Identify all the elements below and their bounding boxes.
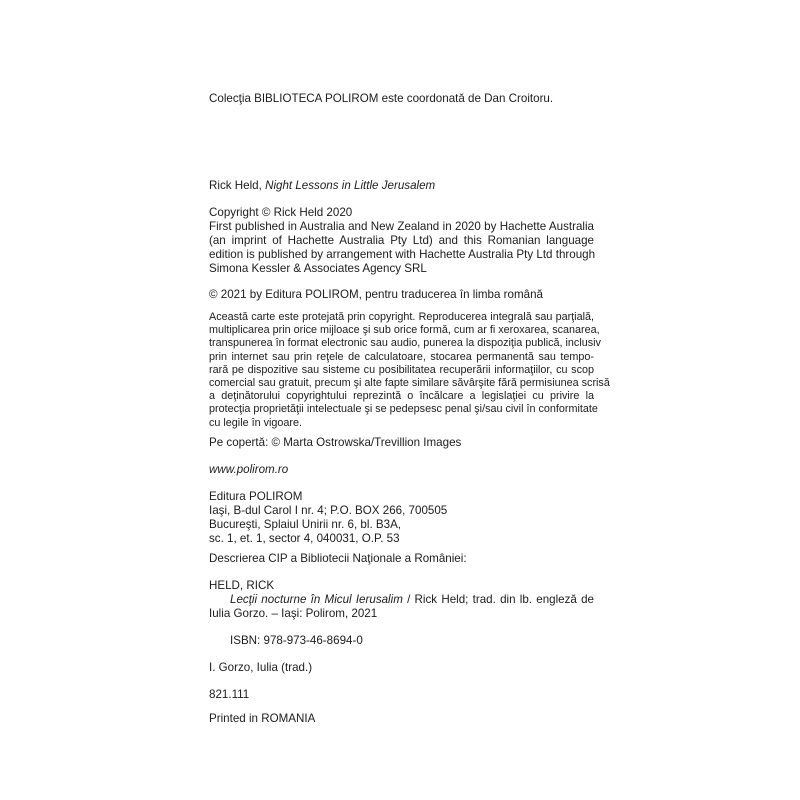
website-link[interactable]: www.polirom.ro bbox=[209, 463, 289, 476]
original-title-line bbox=[209, 179, 594, 193]
copyright-block bbox=[209, 206, 594, 276]
translator-entry: I. Gorzo, Iulia (trad.) bbox=[209, 661, 313, 674]
romanian-title: Lecţii nocturne în Micul Ierusalim bbox=[230, 593, 403, 606]
publication-line: First published in Australia and New Zealand in 2020 by Hachette Australia bbox=[209, 220, 594, 233]
translation-rights: © 2021 by Editura POLIROM, pentru traducerea în limba română bbox=[209, 288, 543, 301]
original-title: Night Lessons in Little Jerusalem bbox=[265, 179, 436, 192]
isbn: ISBN: 978-973-46-8694-0 bbox=[230, 634, 363, 647]
publication-line: (an imprint of Hachette Australia Pty Ltd) and this Romanian language bbox=[209, 234, 594, 247]
legal-notice: Această carte este protejată prin copyright. Reproducerea integrală sau parţială, multiplicarea prin orice mijloace şi sub orice formă, cum ar fi xeroxarea, scanarea, transpunerea în format electronic sau audio, punerea la dispoziţia publică, inclusiv prin internet sau prin reţele de calculatoare, stocarea permanentă sau tempo- rară pe dispozitive sau sisteme cu posibilitatea recuperării informaţiilor, cu scop comercial sau gratuit, precum şi alte fapte similare săvârşite fără permisiunea scrisă a deţinătorului copyrightului reprezintă o încălcare a legislaţiei cu privire la protecţia proprietăţii intelectuale şi se pedepsesc penal şi/sau civil în conformitate cu legile în vigoare. bbox=[209, 311, 610, 429]
classification-number: 821.111 bbox=[209, 688, 250, 701]
publication-line: edition is published by arrangement with Hachette Australia Pty Ltd through bbox=[209, 248, 596, 261]
copyright-line: Copyright © Rick Held 2020 bbox=[209, 206, 353, 219]
publisher-address bbox=[209, 490, 594, 546]
cip-author-heading: HELD, RICK bbox=[209, 579, 275, 592]
cover-credit: Pe copertă: © Marta Ostrowska/Trevillion Images bbox=[209, 436, 462, 449]
cip-title-line-2: Iulia Gorzo. – Iaşi: Polirom, 2021 bbox=[209, 607, 378, 620]
address-line: Bucureşti, Splaiul Unirii nr. 6, bl. B3A, bbox=[209, 518, 402, 531]
address-line: Iaşi, B-dul Carol I nr. 4; P.O. BOX 266, 700505 bbox=[209, 504, 448, 517]
author-name: Rick Held, bbox=[209, 179, 262, 192]
cip-record bbox=[209, 579, 594, 621]
address-line: sc. 1, et. 1, sector 4, 040031, O.P. 53 bbox=[209, 532, 400, 545]
publisher-name: Editura POLIROM bbox=[209, 490, 303, 503]
cip-heading: Descrierea CIP a Bibliotecii Naţionale a României: bbox=[209, 552, 467, 565]
collection-coordinator-note: Colecţia BIBLIOTECA POLIROM este coordonată de Dan Croitoru. bbox=[209, 92, 554, 105]
publication-line: Simona Kessler & Associates Agency SRL bbox=[209, 262, 427, 275]
printed-in: Printed in ROMANIA bbox=[209, 712, 316, 725]
cip-title-line: Lecţii nocturne în Micul Ierusalim / Rick Held; trad. din lb. engleză de bbox=[230, 593, 594, 606]
